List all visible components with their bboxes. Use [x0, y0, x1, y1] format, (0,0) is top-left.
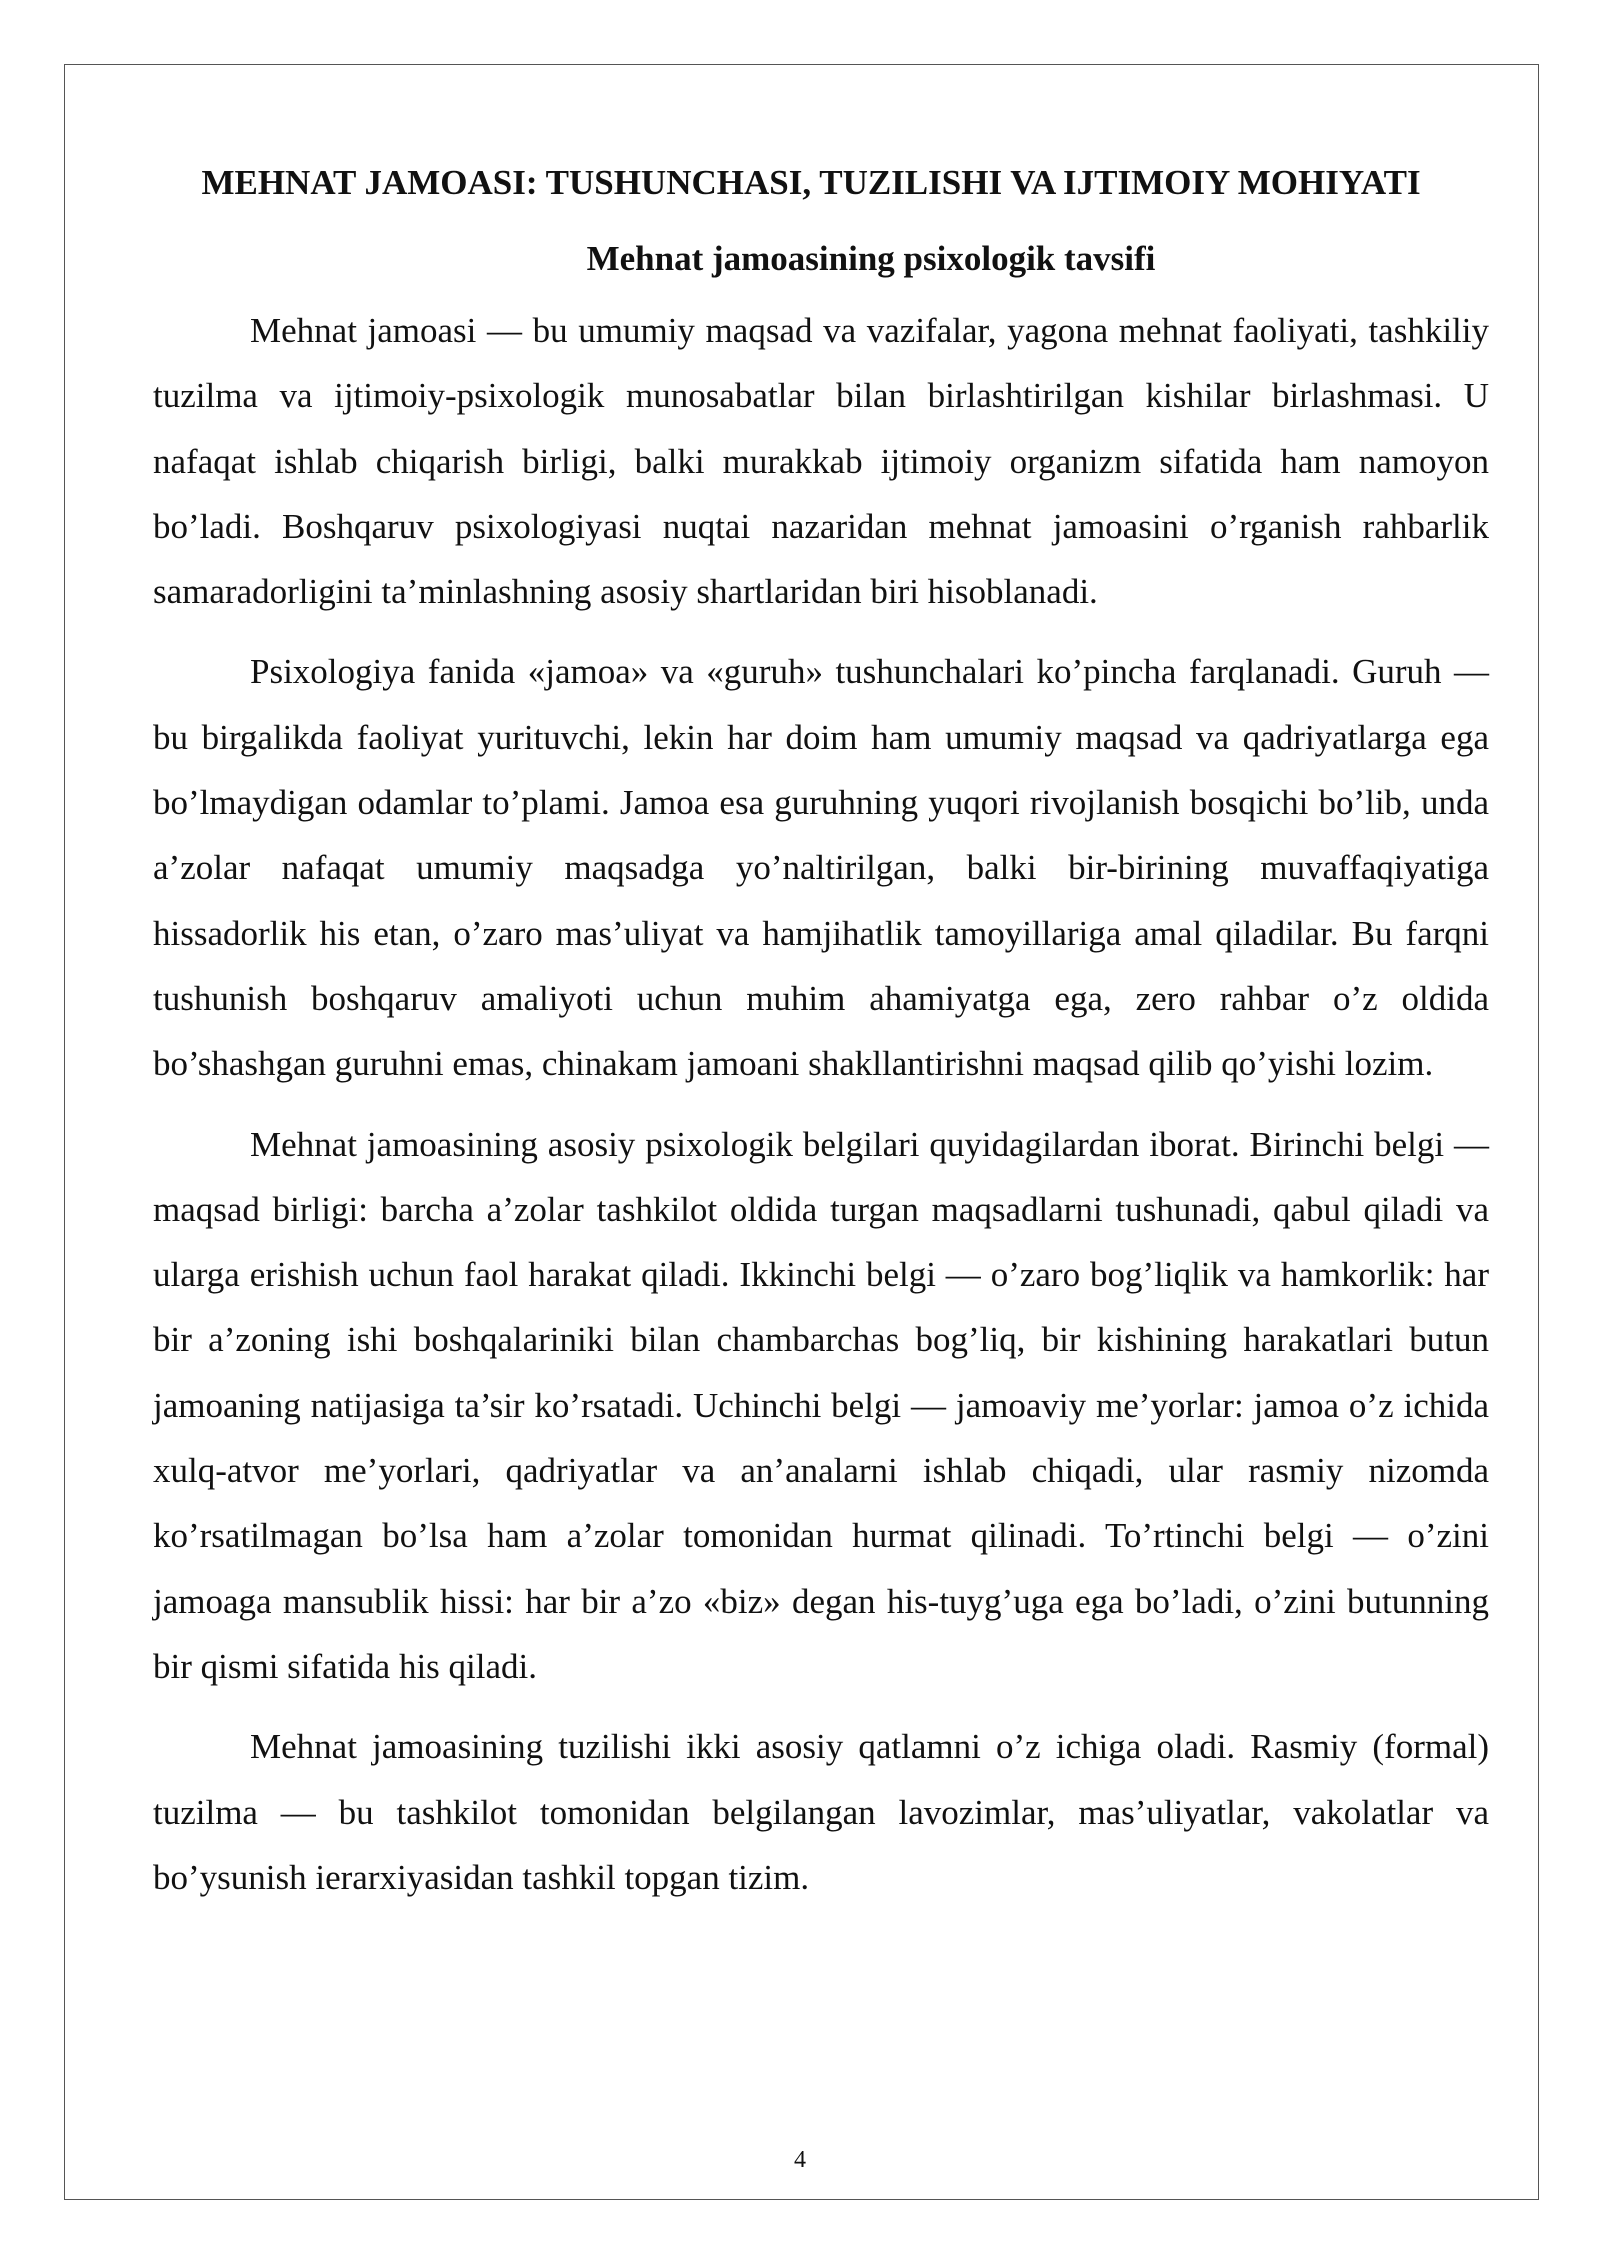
body-paragraph: Mehnat jamoasining tuzilishi ikki asosiy qatlamni o’z ichiga oladi. Rasmiy (formal) tuzilma — bu tashkilot tomonidan belgilangan lavozimlar, mas’uliyatlar, vakolatlar va bo’ysunish ierarxiyasidan tashkil topgan tizim. — [153, 1727, 1489, 1897]
body-paragraph: Mehnat jamoasi — bu umumiy maqsad va vazifalar, yagona mehnat faoliyati, tashkiliy tuzilma va ijtimoiy-psixologik munosabatlar bilan birlashtirilgan kishilar birlashmasi. U nafaqat ishlab chiqarish birligi, balki murakkab ijtimoiy organizm sifatida ham namoyon bo’ladi. Boshqaruv psixologiyasi nuqtai nazaridan mehnat jamoasini o’rganish rahbarlik samaradorligini ta’minlashning asosiy shartlaridan biri hisoblanadi. — [153, 311, 1489, 612]
document-title: MEHNAT JAMOASI: TUSHUNCHASI, TUZILISHI VA IJTIMOIY MOHIYATI — [201, 163, 1421, 202]
body-paragraph: Psixologiya fanida «jamoa» va «guruh» tushunchalari ko’pincha farqlanadi. Guruh — bu birgalikda faoliyat yurituvchi, lekin har doim ham umumiy maqsad va qadriyatlarga ega bo’lmaydigan odamlar to’plami. Jamoa esa guruhning yuqori rivojlanish bosqichi bo’lib, unda a’zolar nafaqat umumiy maqsadga yo’naltirilgan, balki bir-birining muvaffaqiyatiga hissadorlik his etan, o’zaro mas’uliyat va hamjihatlik tamoyillariga amal qiladilar. Bu farqni tushunish boshqaruv amaliyoti uchun muhim ahamiyatga ega, zero rahbar o’z oldida bo’shashgan guruhni emas, chinakam jamoani shakllantirishni maqsad qilib qo’yishi lozim. — [153, 652, 1489, 1084]
section-heading: Mehnat jamoasining psixologik tavsifi — [586, 239, 1156, 278]
body-paragraph: Mehnat jamoasining asosiy psixologik belgilari quyidagilardan iborat. Birinchi belgi — maqsad birligi: barcha a’zolar tashkilot oldida turgan maqsadlarni tushunadi, qabul qiladi va ularga erishish uchun faol harakat qiladi. Ikkinchi belgi — o’zaro bog’liqlik va hamkorlik: har bir a’zoning ishi boshqalariniki bilan chambarchas bog’liq, bir kishining harakatlari butun jamoaning natijasiga ta’sir ko’rsatadi. Uchinchi belgi — jamoaviy me’yorlar: jamoa o’z ichida xulq-atvor me’yorlari, qadriyatlar va an’analarni ishlab chiqadi, ular rasmiy nizomda ko’rsatilmagan bo’lsa ham a’zolar tomonidan hurmat qilinadi. To’rtinchi belgi — o’zini jamoaga mansublik hissi: har bir a’zo «biz» degan his-tuyg’uga ega bo’ladi, o’zini butunning bir qismi sifatida his qiladi. — [153, 1124, 1489, 1686]
document-body — [153, 150, 1489, 1910]
page-number: 4 — [794, 2147, 806, 2173]
